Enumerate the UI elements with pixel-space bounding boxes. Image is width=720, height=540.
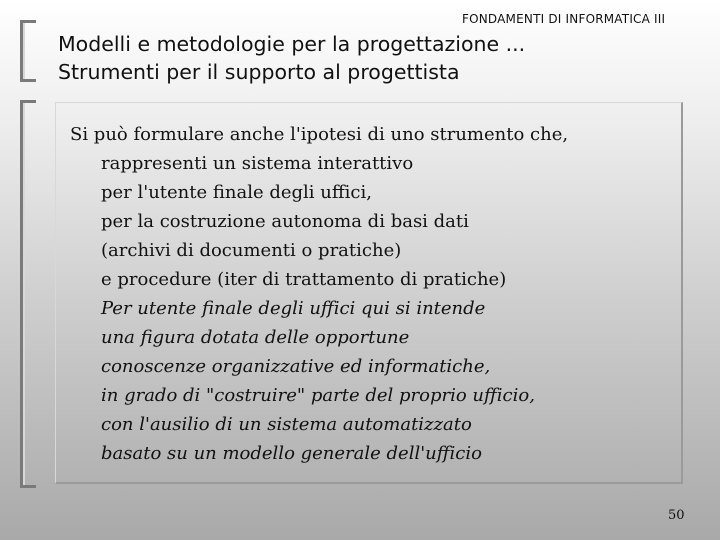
body-italic-line: conoscenze organizzative ed informatiche, <box>101 356 491 377</box>
page-number: 50 <box>668 508 685 523</box>
body-line: per l'utente finale degli uffici, <box>101 182 372 203</box>
body-italic-line: Per utente finale degli uffici qui si intende <box>101 298 486 319</box>
course-header: FONDAMENTI DI INFORMATICA III <box>462 12 666 26</box>
slide-title <box>58 30 525 86</box>
slide-title-line-2: Strumenti per il supporto al progettista <box>58 60 460 84</box>
content-bracket-decoration <box>20 100 36 488</box>
body-line: (archivi di documenti o pratiche) <box>101 240 402 261</box>
body-italic-line: una figura dotata delle opportune <box>101 327 410 348</box>
slide-body <box>70 120 568 468</box>
body-line: per la costruzione autonoma di basi dati <box>101 211 469 232</box>
body-line: e procedure (iter di trattamento di pratiche) <box>101 269 507 290</box>
body-line: rappresenti un sistema interattivo <box>101 153 414 174</box>
body-italic-line: basato su un modello generale dell'ufficio <box>101 443 482 464</box>
body-italic-line: in grado di "costruire" parte del proprio ufficio, <box>101 385 535 406</box>
body-line: Si può formulare anche l'ipotesi di uno strumento che, <box>70 124 569 145</box>
body-italic-line: con l'ausilio di un sistema automatizzato <box>101 414 472 435</box>
title-bracket-decoration <box>20 20 36 82</box>
slide-title-line-1: Modelli e metodologie per la progettazione ... <box>58 32 526 56</box>
